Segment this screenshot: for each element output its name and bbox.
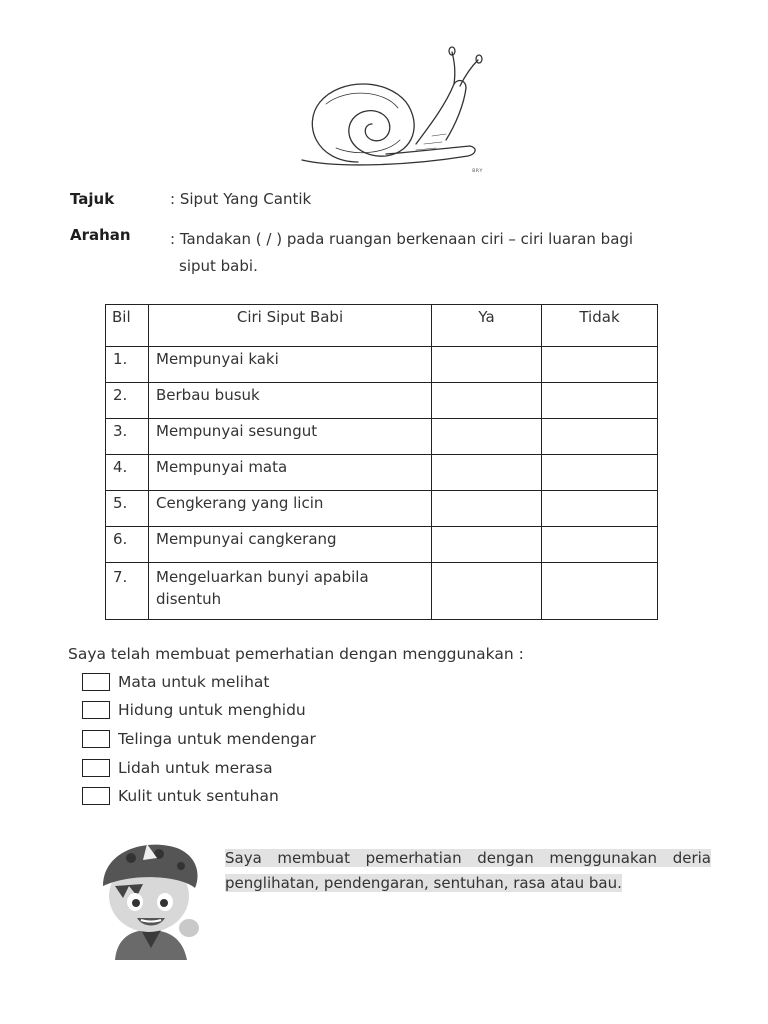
row-bil: 3. bbox=[106, 419, 149, 455]
row-ciri: Mempunyai sesungut bbox=[149, 419, 432, 455]
option-label: Kulit untuk sentuhan bbox=[118, 787, 279, 805]
arahan-line-2: siput babi. bbox=[179, 257, 258, 275]
option-mata bbox=[82, 671, 269, 693]
cartoon-character-image bbox=[85, 838, 215, 960]
ya-cell[interactable] bbox=[432, 383, 542, 419]
row-ciri: Berbau busuk bbox=[149, 383, 432, 419]
checkbox[interactable] bbox=[82, 787, 110, 805]
table-header-row bbox=[106, 305, 658, 347]
arahan-line-1: : Tandakan ( / ) pada ruangan berkenaan ciri – ciri luaran bagi bbox=[170, 230, 634, 248]
tidak-cell[interactable] bbox=[542, 383, 658, 419]
row-bil: 1. bbox=[106, 347, 149, 383]
option-hidung bbox=[82, 699, 306, 721]
row-ciri: Cengkerang yang licin bbox=[149, 491, 432, 527]
checkbox[interactable] bbox=[82, 701, 110, 719]
observation-intro: Saya telah membuat pemerhatian dengan menggunakan : bbox=[68, 645, 524, 663]
row-ciri: Mempunyai cangkerang bbox=[149, 527, 432, 563]
option-telinga bbox=[82, 728, 316, 750]
tidak-cell[interactable] bbox=[542, 455, 658, 491]
row-ciri-line-2: disentuh bbox=[156, 590, 222, 608]
ciri-siput-table bbox=[105, 304, 658, 620]
option-label: Telinga untuk mendengar bbox=[118, 730, 316, 748]
row-bil: 5. bbox=[106, 491, 149, 527]
table-row bbox=[106, 383, 658, 419]
row-bil: 7. bbox=[106, 563, 149, 620]
arahan-label: Arahan bbox=[70, 226, 131, 244]
table-row bbox=[106, 419, 658, 455]
table-row bbox=[106, 563, 658, 620]
checkbox[interactable] bbox=[82, 673, 110, 691]
tajuk-value: : Siput Yang Cantik bbox=[170, 190, 312, 208]
row-bil: 2. bbox=[106, 383, 149, 419]
row-ciri: Mempunyai kaki bbox=[149, 347, 432, 383]
header-bil: Bil bbox=[106, 305, 149, 347]
snail-illustration bbox=[296, 44, 492, 178]
arahan-text bbox=[170, 226, 710, 280]
table-row bbox=[106, 347, 658, 383]
header-ciri: Ciri Siput Babi bbox=[149, 305, 432, 347]
ya-cell[interactable] bbox=[432, 419, 542, 455]
header-ya: Ya bbox=[432, 305, 542, 347]
table-row bbox=[106, 455, 658, 491]
row-ciri bbox=[149, 563, 432, 620]
row-bil: 6. bbox=[106, 527, 149, 563]
ya-cell[interactable] bbox=[432, 347, 542, 383]
ya-cell[interactable] bbox=[432, 527, 542, 563]
table-row bbox=[106, 527, 658, 563]
tidak-cell[interactable] bbox=[542, 527, 658, 563]
row-bil: 4. bbox=[106, 455, 149, 491]
ya-cell[interactable] bbox=[432, 563, 542, 620]
option-label: Lidah untuk merasa bbox=[118, 759, 273, 777]
option-label: Mata untuk melihat bbox=[118, 673, 270, 691]
row-ciri: Mempunyai mata bbox=[149, 455, 432, 491]
checkbox[interactable] bbox=[82, 730, 110, 748]
note-text bbox=[225, 846, 711, 896]
option-label: Hidung untuk menghidu bbox=[118, 701, 306, 719]
tidak-cell[interactable] bbox=[542, 491, 658, 527]
tidak-cell[interactable] bbox=[542, 563, 658, 620]
table-row bbox=[106, 491, 658, 527]
checkbox[interactable] bbox=[82, 759, 110, 777]
ya-cell[interactable] bbox=[432, 455, 542, 491]
tidak-cell[interactable] bbox=[542, 419, 658, 455]
tidak-cell[interactable] bbox=[542, 347, 658, 383]
option-kulit bbox=[82, 785, 279, 807]
row-ciri-line-1: Mengeluarkan bunyi apabila bbox=[156, 568, 369, 586]
ya-cell[interactable] bbox=[432, 491, 542, 527]
header-tidak: Tidak bbox=[542, 305, 658, 347]
svg-text:ʙʀʏ: ʙʀʏ bbox=[472, 167, 483, 174]
tajuk-label: Tajuk bbox=[70, 190, 115, 208]
note-line-2: penglihatan, pendengaran, sentuhan, rasa atau bau. bbox=[225, 874, 622, 892]
option-lidah bbox=[82, 757, 273, 779]
note-line-1: Saya membuat pemerhatian dengan menggunakan deria bbox=[225, 849, 711, 867]
